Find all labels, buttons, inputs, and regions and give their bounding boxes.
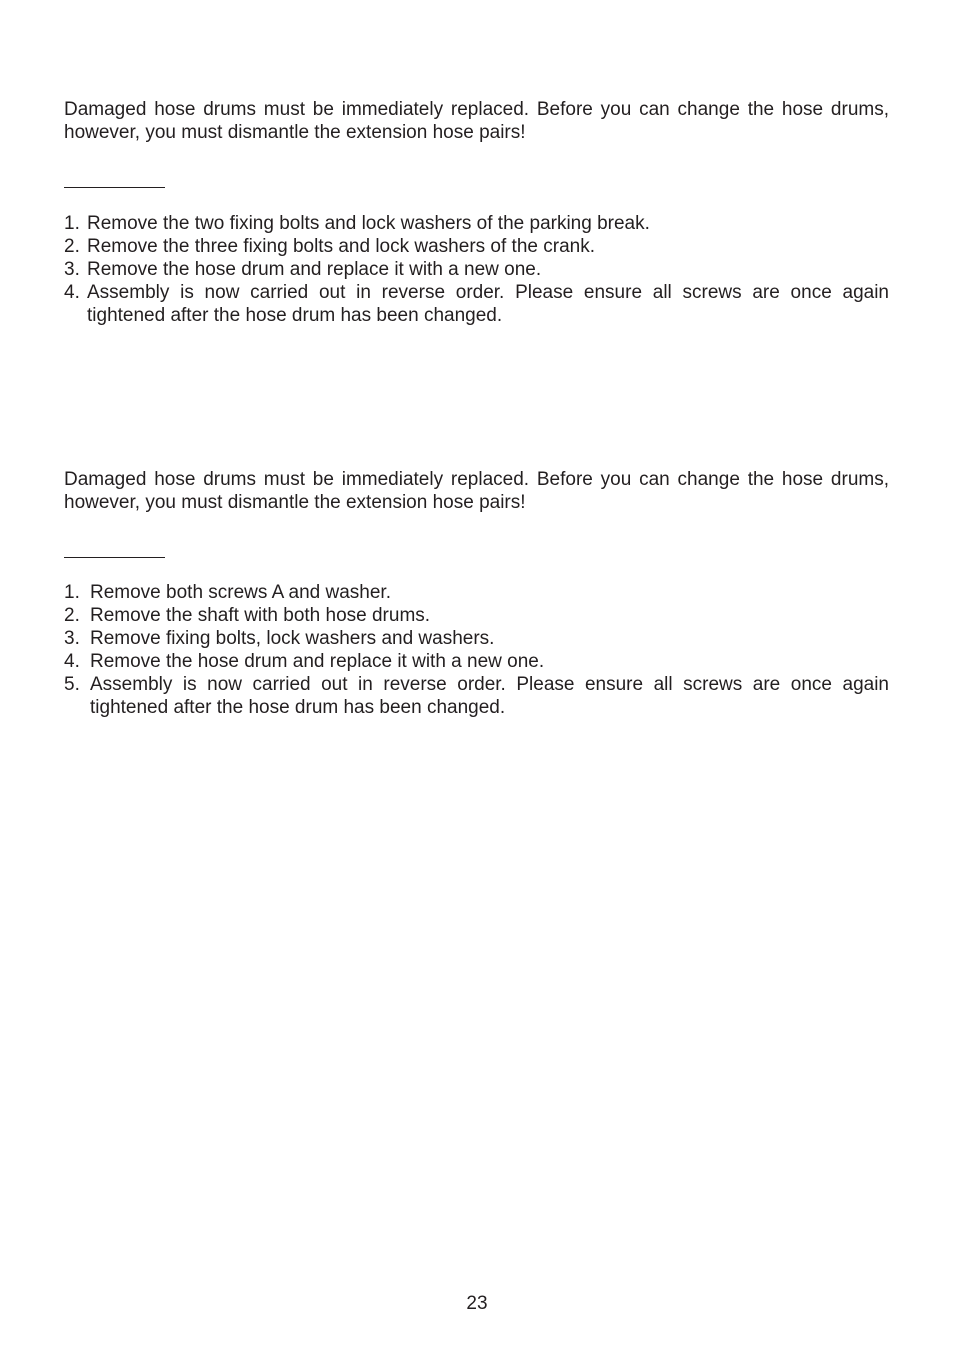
list-item <box>64 673 889 719</box>
step-text: Assembly is now carried out in reverse order. Please ensure all screws are once again tightened after the hose drum has been changed. <box>90 674 889 718</box>
intro-paragraph: Damaged hose drums must be immediately replaced. Before you can change the hose drums, however, you must dismantle the extension hose pairs! <box>64 99 889 143</box>
section-hose-drum-replacement-2 <box>64 468 889 718</box>
step-number: 4. <box>64 651 80 672</box>
steps-list <box>64 212 889 327</box>
heading-underline <box>64 187 165 188</box>
step-text: Remove the three fixing bolts and lock washers of the crank. <box>87 236 595 257</box>
list-item <box>64 235 889 258</box>
intro-paragraph: Damaged hose drums must be immediately replaced. Before you can change the hose drums, however, you must dismantle the extension hose pairs! <box>64 469 889 513</box>
step-text: Remove the hose drum and replace it with a new one. <box>90 651 545 672</box>
heading-underline <box>64 557 165 558</box>
step-text: Remove fixing bolts, lock washers and washers. <box>90 628 495 649</box>
step-number: 4. <box>64 282 80 303</box>
list-item <box>64 258 889 281</box>
step-text: Remove both screws A and washer. <box>90 582 391 603</box>
step-text: Remove the two fixing bolts and lock washers of the parking break. <box>87 213 650 234</box>
list-item <box>64 212 889 235</box>
step-number: 2. <box>64 605 80 626</box>
list-item <box>64 581 889 604</box>
list-item <box>64 650 889 673</box>
list-item <box>64 604 889 627</box>
step-number: 5. <box>64 674 80 695</box>
section-hose-drum-replacement-1 <box>64 98 889 326</box>
step-number: 3. <box>64 259 80 280</box>
list-item <box>64 281 889 327</box>
step-number: 2. <box>64 236 80 257</box>
step-number: 1. <box>64 582 80 603</box>
step-number: 1. <box>64 213 80 234</box>
step-text: Remove the hose drum and replace it with a new one. <box>87 259 542 280</box>
steps-list <box>64 581 889 719</box>
step-text: Assembly is now carried out in reverse order. Please ensure all screws are once again tightened after the hose drum has been changed. <box>87 282 889 326</box>
page-number: 23 <box>466 1293 488 1314</box>
step-number: 3. <box>64 628 80 649</box>
step-text: Remove the shaft with both hose drums. <box>90 605 431 626</box>
list-item <box>64 627 889 650</box>
